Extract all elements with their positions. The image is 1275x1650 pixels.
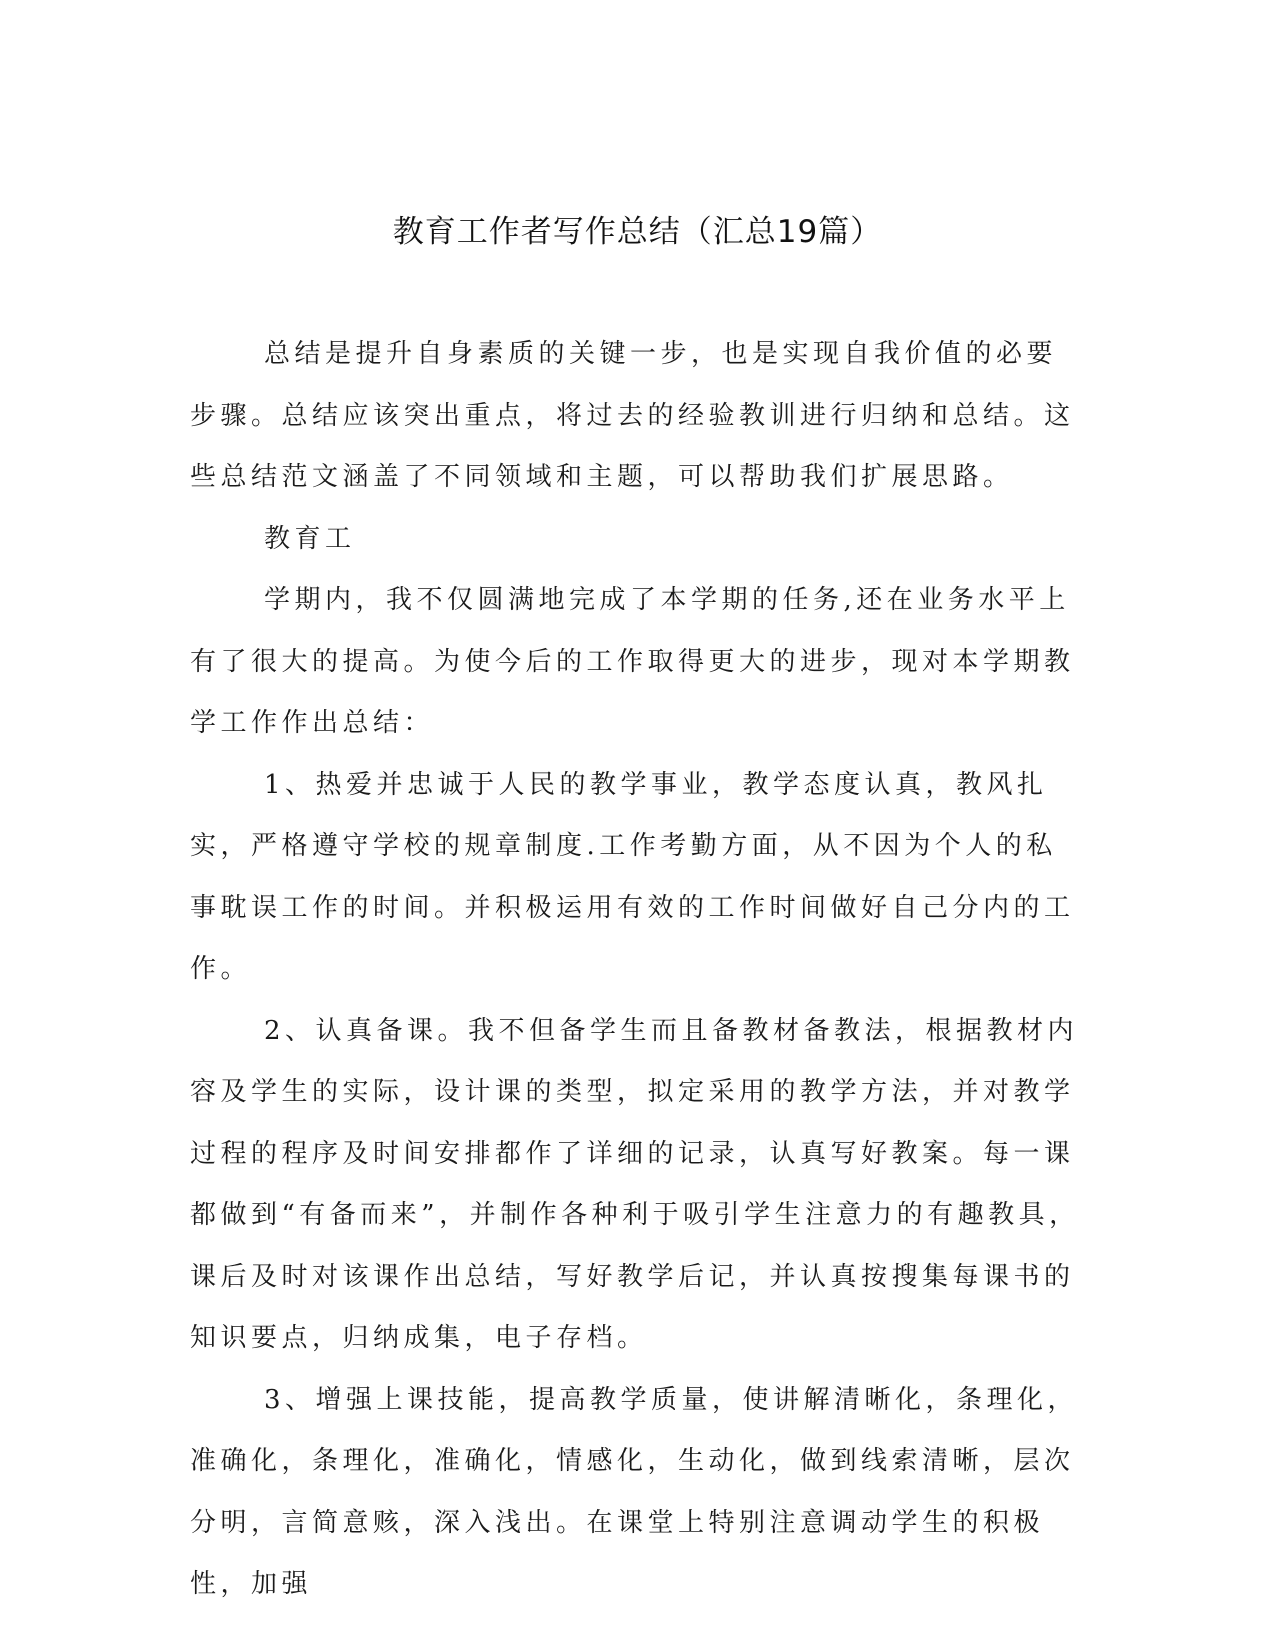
paragraph-semester: 学期内，我不仅圆满地完成了本学期的任务,还在业务水平上有了很大的提高。为使今后的工作取得更大的进步，现对本学期教学工作作出总结： — [190, 585, 1075, 738]
paragraph-intro: 总结是提升自身素质的关键一步，也是实现自我价值的必要步骤。总结应该突出重点，将过去的经验教训进行归纳和总结。这些总结范文涵盖了不同领域和主题，可以帮助我们扩展思路。 — [190, 339, 1075, 492]
paragraph-item-2: 2、认真备课。我不但备学生而且备教材备教法，根据教材内容及学生的实际，设计课的类型，拟定采用的教学方法，并对教学过程的程序及时间安排都作了详细的记录，认真写好教案。每一课都做到“有备而来”，并制作各种利于吸引学生注意力的有趣教具，课后及时对该课作出总结，写好教学后记，并认真按搜集每课书的知识要点，归纳成集，电子存档。 — [190, 1015, 1080, 1353]
document-title: 教育工作者写作总结（汇总19篇） — [392, 214, 883, 250]
paragraph-item-1: 1、热爱并忠诚于人民的教学事业，教学态度认真，教风扎实，严格遵守学校的规章制度.工作考勤方面，从不因为个人的私事耽误工作的时间。并积极运用有效的工作时间做好自己分内的工作。 — [190, 769, 1075, 984]
document-body — [190, 324, 1080, 1616]
paragraph-item-3: 3、增强上课技能，提高教学质量，使讲解清晰化，条理化，准确化，条理化，准确化，情感化，生动化，做到线索清晰，层次分明，言简意赅，深入浅出。在课堂上特别注意调动学生的积极性，加强 — [190, 1384, 1079, 1599]
paragraph-heading-fragment: 教育工 — [264, 523, 356, 554]
